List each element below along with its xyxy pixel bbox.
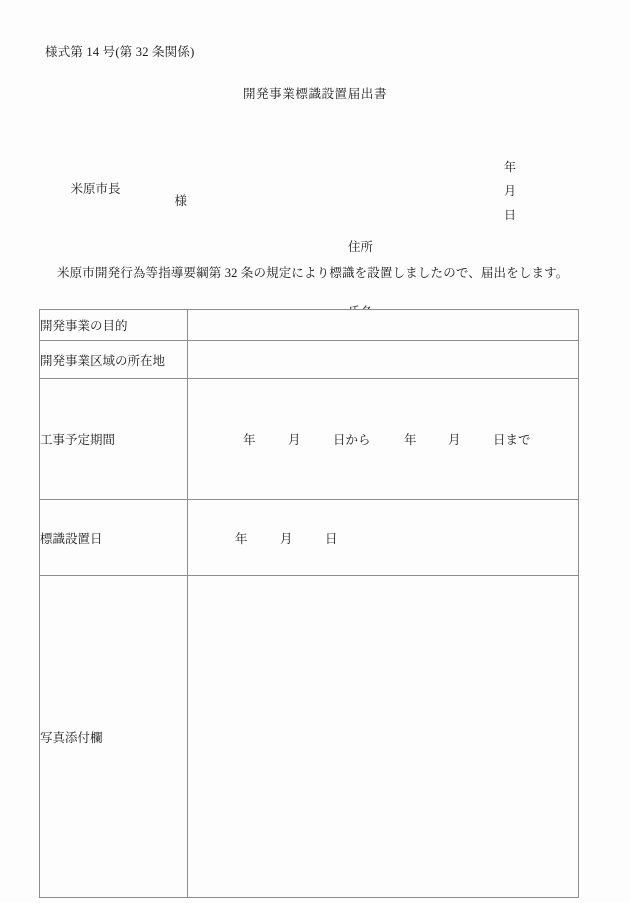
addressee-recipient: 米原市長 xyxy=(70,181,121,196)
row-value-construction-period[interactable] xyxy=(188,379,579,500)
signage-date-tokens xyxy=(188,500,578,575)
row-label-location: 開発事業区域の所在地 xyxy=(40,341,188,379)
row-value-location[interactable] xyxy=(188,341,579,379)
row-label-purpose: 開発事業の目的 xyxy=(40,310,188,341)
table-row-purpose xyxy=(40,310,579,341)
date-month-label: 月 xyxy=(504,184,517,198)
date-line xyxy=(492,149,546,233)
period-from-month-label: 月 xyxy=(288,433,301,447)
row-label-photo-area: 写真添付欄 xyxy=(40,576,188,898)
table-row-photo-area xyxy=(40,576,579,898)
addressee-honorific: 様 xyxy=(174,194,188,208)
period-to-day-label: 日まで xyxy=(493,433,531,447)
row-value-signage-date[interactable] xyxy=(188,500,579,576)
period-to-month-label: 月 xyxy=(448,433,461,447)
applicant-address-label: 住所 xyxy=(348,240,374,254)
row-label-construction-period: 工事予定期間 xyxy=(40,379,188,500)
signage-month-label: 月 xyxy=(280,531,293,546)
table-row-location xyxy=(40,341,579,379)
period-from-year-label: 年 xyxy=(243,433,256,447)
table-row-construction-period xyxy=(40,379,579,500)
form-table xyxy=(39,309,579,898)
table-row-signage-date xyxy=(40,500,579,576)
period-to-year-label: 年 xyxy=(404,433,417,447)
row-value-photo-area[interactable] xyxy=(188,576,579,898)
date-day-label: 日 xyxy=(504,208,517,222)
signage-day-label: 日 xyxy=(325,531,338,546)
signage-year-label: 年 xyxy=(235,531,248,546)
date-year-label: 年 xyxy=(504,160,517,174)
row-value-purpose[interactable] xyxy=(188,310,579,341)
row-label-signage-date: 標識設置日 xyxy=(40,500,188,576)
period-from-day-label: 日から xyxy=(333,433,371,447)
form-number: 様式第 14 号(第 32 条関係) xyxy=(45,45,195,59)
statement-text: 米原市開発行為等指導要綱第 32 条の規定により標識を設置しましたので、届出をします。 xyxy=(57,266,569,280)
document-title: 開発事業標識設置届出書 xyxy=(242,87,388,101)
construction-period-tokens xyxy=(188,379,578,499)
addressee-line xyxy=(58,170,187,220)
